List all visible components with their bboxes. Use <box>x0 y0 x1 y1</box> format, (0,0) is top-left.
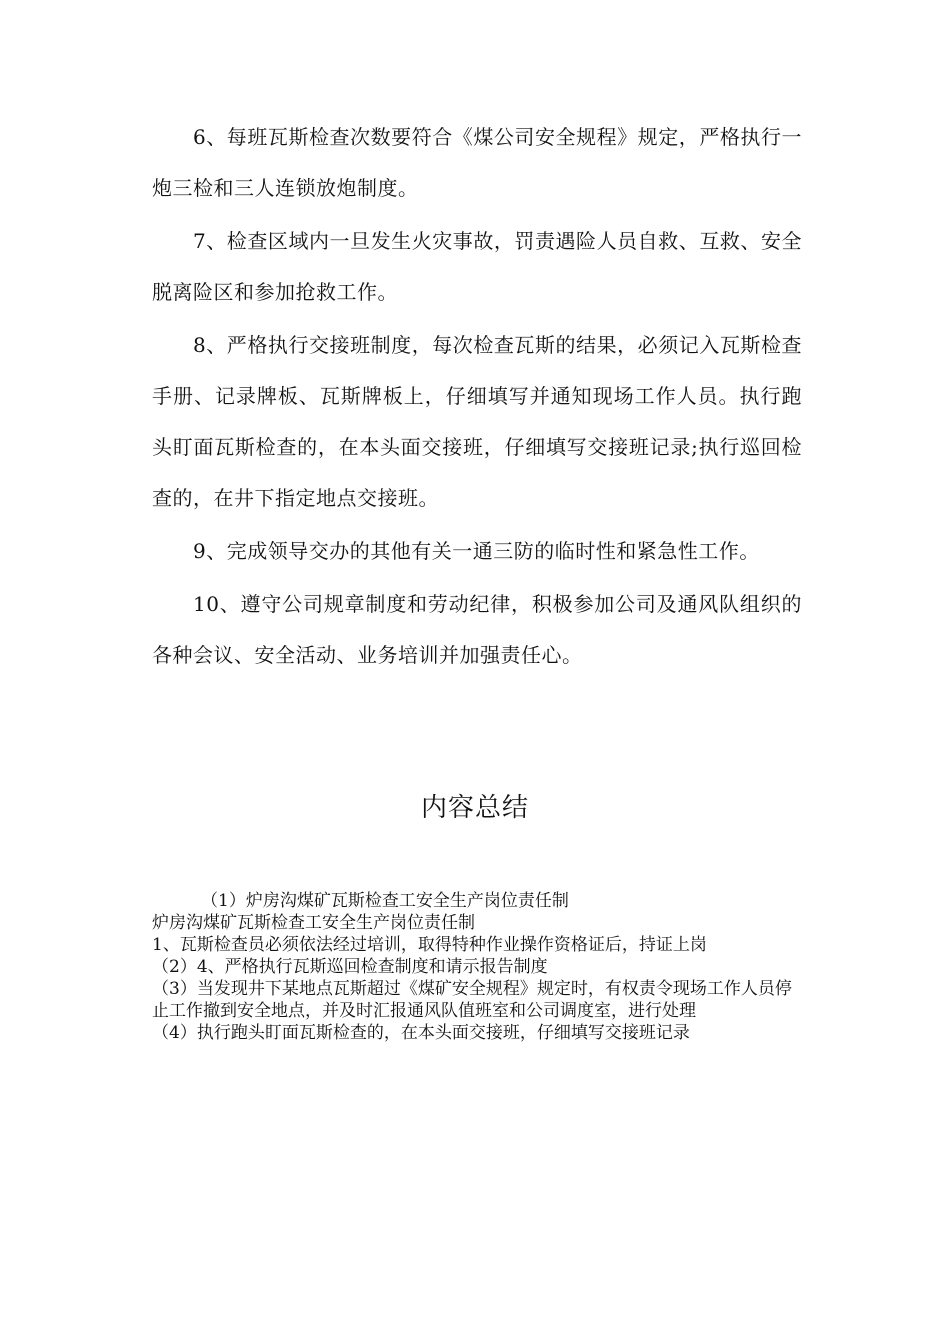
summary-line: （2）4、严格执行瓦斯巡回检查制度和请示报告制度 <box>152 957 548 977</box>
clause-9: 9、完成领导交办的其他有关一通三防的临时性和紧急性工作。 <box>193 539 760 563</box>
clause-10: 10、遵守公司规章制度和劳动纪律，积极参加公司及通风队组织的各种会议、安全活动、业务培训并加强责任心。 <box>152 592 802 667</box>
duty-clauses <box>152 112 802 681</box>
summary-line: （4）执行跑头盯面瓦斯检查的，在本头面交接班，仔细填写交接班记录 <box>152 1023 690 1043</box>
summary-list <box>152 890 802 1044</box>
clause-8: 8、严格执行交接班制度，每次检查瓦斯的结果，必须记入瓦斯检查手册、记录牌板、瓦斯牌板上，仔细填写并通知现场工作人员。执行跑头盯面瓦斯检查的，在本头面交接班，仔细填写交接班记录;执行巡回检查的，在井下指定地点交接班。 <box>152 333 802 510</box>
summary-title: 内容总结 <box>420 793 529 823</box>
summary-line: 炉房沟煤矿瓦斯检查工安全生产岗位责任制 <box>152 913 475 933</box>
clause-7: 7、检查区域内一旦发生火灾事故，罚责遇险人员自救、互救、安全脱离险区和参加抢救工作。 <box>152 229 802 304</box>
clause-6: 6、每班瓦斯检查次数要符合《煤公司安全规程》规定，严格执行一炮三检和三人连锁放炮制度。 <box>152 125 802 200</box>
summary-line: （3）当发现井下某地点瓦斯超过《煤矿安全规程》规定时，有权责令现场工作人员停止工作撤到安全地点，并及时汇报通风队值班室和公司调度室，进行处理 <box>152 979 792 1021</box>
summary-line: （1）炉房沟煤矿瓦斯检查工安全生产岗位责任制 <box>201 891 569 911</box>
summary-line: 1、瓦斯检查员必须依法经过培训，取得特种作业操作资格证后，持证上岗 <box>152 935 707 955</box>
